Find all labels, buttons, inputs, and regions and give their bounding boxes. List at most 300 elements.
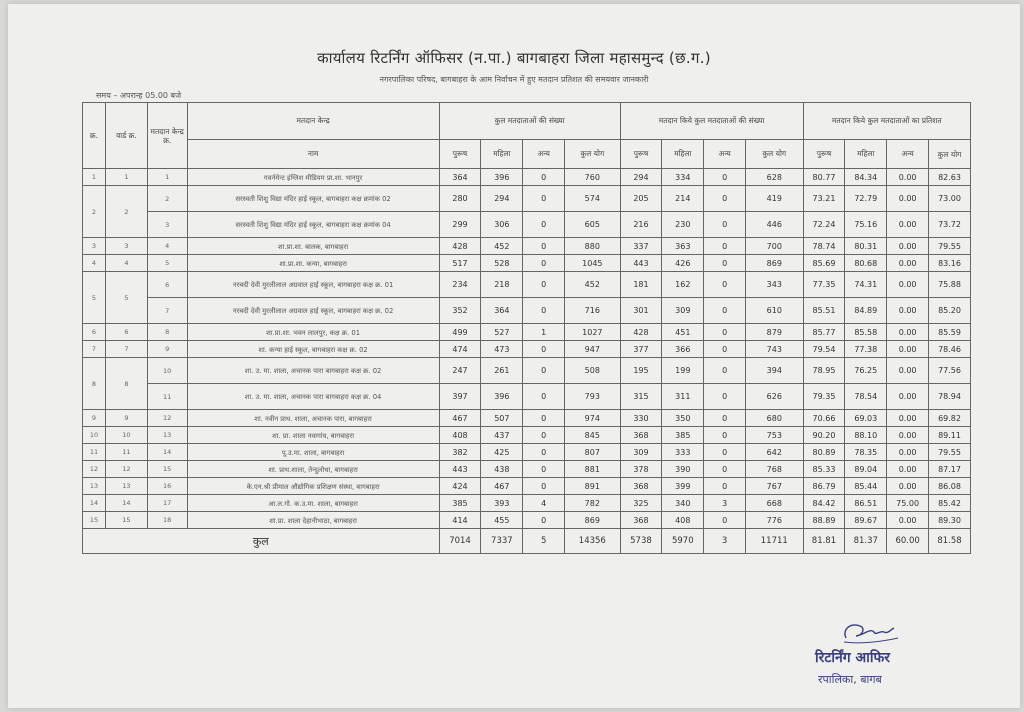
cell-value: 396 xyxy=(481,384,523,410)
cell-value: 473 xyxy=(481,341,523,358)
cell-value: 334 xyxy=(662,169,704,186)
cell-booth: 3 xyxy=(147,212,187,238)
cell-value: 306 xyxy=(481,212,523,238)
cell-value: 443 xyxy=(620,255,662,272)
table-row xyxy=(83,427,971,444)
cell-value: 0 xyxy=(523,255,565,272)
cell-value: 74.31 xyxy=(845,272,887,298)
cell-center-name: शा.प्रा.शा. कन्या, बागबाहरा xyxy=(187,255,439,272)
cell-value: 337 xyxy=(620,238,662,255)
cell-value: 218 xyxy=(481,272,523,298)
cell-value: 0 xyxy=(704,298,746,324)
cell-value: 394 xyxy=(746,358,804,384)
cell-value: 181 xyxy=(620,272,662,298)
cell-value: 768 xyxy=(746,461,804,478)
cell-value: 0 xyxy=(523,384,565,410)
signature-scribble xyxy=(840,618,900,646)
cell-value: 75.00 xyxy=(887,495,929,512)
cell-value: 947 xyxy=(565,341,620,358)
cell-value: 428 xyxy=(620,324,662,341)
cell-value: 0 xyxy=(523,212,565,238)
cell-value: 0 xyxy=(704,186,746,212)
cell-center-name: शा. प्रा. शाला नवागांव, बागबाहरा xyxy=(187,427,439,444)
cell-value: 452 xyxy=(481,238,523,255)
cell-value: 83.16 xyxy=(929,255,971,272)
cell-value: 0 xyxy=(704,478,746,495)
cell-value: 419 xyxy=(746,186,804,212)
cell-value: 0 xyxy=(704,255,746,272)
cell-sn: 3 xyxy=(83,238,106,255)
cell-sn: 4 xyxy=(83,255,106,272)
cell-value: 385 xyxy=(439,495,481,512)
cell-value: 0.00 xyxy=(887,272,929,298)
cell-booth: 1 xyxy=(147,169,187,186)
cell-sn: 12 xyxy=(83,461,106,478)
cell-value: 84.89 xyxy=(845,298,887,324)
table-row xyxy=(83,255,971,272)
cell-value: 78.54 xyxy=(845,384,887,410)
cell-sn: 2 xyxy=(83,186,106,238)
cell-value: 0 xyxy=(523,186,565,212)
cell-value: 437 xyxy=(481,427,523,444)
cell-value: 294 xyxy=(481,186,523,212)
cell-center-name: पू.उ.मा. शाला, बागबाहरा xyxy=(187,444,439,461)
cell-ward: 4 xyxy=(106,255,148,272)
cell-value: 446 xyxy=(746,212,804,238)
cell-value: 79.55 xyxy=(929,444,971,461)
cell-value: 72.24 xyxy=(803,212,845,238)
table-row xyxy=(83,186,971,212)
cell-value: 390 xyxy=(662,461,704,478)
table-row xyxy=(83,238,971,255)
cell-value: 0 xyxy=(523,298,565,324)
cell-value: 881 xyxy=(565,461,620,478)
cell-booth: 11 xyxy=(147,384,187,410)
cell-value: 368 xyxy=(620,478,662,495)
cell-value: 90.20 xyxy=(803,427,845,444)
cell-value: 301 xyxy=(620,298,662,324)
cell-value: 89.04 xyxy=(845,461,887,478)
cell-value: 716 xyxy=(565,298,620,324)
cell-value: 234 xyxy=(439,272,481,298)
total-cell: 14356 xyxy=(565,529,620,554)
signature-title: रिटर्निंग आफिर xyxy=(815,650,891,666)
cell-value: 0 xyxy=(704,461,746,478)
cell-booth: 16 xyxy=(147,478,187,495)
cell-value: 396 xyxy=(481,169,523,186)
cell-value: 0.00 xyxy=(887,444,929,461)
cell-value: 4 xyxy=(523,495,565,512)
total-cell: 11711 xyxy=(746,529,804,554)
cell-sn: 6 xyxy=(83,324,106,341)
cell-value: 85.33 xyxy=(803,461,845,478)
total-cell: 5970 xyxy=(662,529,704,554)
cell-ward: 14 xyxy=(106,495,148,512)
cell-ward: 13 xyxy=(106,478,148,495)
cell-value: 880 xyxy=(565,238,620,255)
header-total-pct: कुल योग xyxy=(929,140,971,169)
cell-value: 1027 xyxy=(565,324,620,341)
cell-value: 0 xyxy=(704,444,746,461)
cell-value: 399 xyxy=(662,478,704,495)
cell-value: 0 xyxy=(704,169,746,186)
header-other: अन्य xyxy=(523,140,565,169)
cell-value: 280 xyxy=(439,186,481,212)
cell-value: 869 xyxy=(565,512,620,529)
table-row xyxy=(83,358,971,384)
cell-value: 311 xyxy=(662,384,704,410)
cell-value: 0.00 xyxy=(887,212,929,238)
cell-value: 508 xyxy=(565,358,620,384)
cell-value: 793 xyxy=(565,384,620,410)
cell-value: 247 xyxy=(439,358,481,384)
table-row xyxy=(83,461,971,478)
cell-value: 385 xyxy=(662,427,704,444)
cell-booth: 8 xyxy=(147,324,187,341)
cell-value: 680 xyxy=(746,410,804,427)
total-cell: 60.00 xyxy=(887,529,929,554)
cell-value: 414 xyxy=(439,512,481,529)
cell-value: 891 xyxy=(565,478,620,495)
cell-value: 88.10 xyxy=(845,427,887,444)
cell-value: 86.79 xyxy=(803,478,845,495)
cell-value: 80.77 xyxy=(803,169,845,186)
cell-value: 451 xyxy=(662,324,704,341)
total-cell: 7014 xyxy=(439,529,481,554)
cell-value: 70.66 xyxy=(803,410,845,427)
cell-value: 474 xyxy=(439,341,481,358)
cell-value: 408 xyxy=(439,427,481,444)
total-row xyxy=(83,529,971,554)
cell-value: 368 xyxy=(620,512,662,529)
cell-value: 0 xyxy=(704,238,746,255)
cell-value: 77.35 xyxy=(803,272,845,298)
header-booth: मतदान केन्द्र क्र. xyxy=(147,103,187,169)
cell-value: 69.03 xyxy=(845,410,887,427)
cell-center-name: नरबदी देवी मुरलीलाल अग्रवाल हाई स्कूल, बागबाहरा कक्ष क्र. 01 xyxy=(187,272,439,298)
cell-value: 438 xyxy=(481,461,523,478)
header-other: अन्य xyxy=(887,140,929,169)
table-row xyxy=(83,495,971,512)
cell-value: 382 xyxy=(439,444,481,461)
cell-value: 0.00 xyxy=(887,324,929,341)
cell-value: 408 xyxy=(662,512,704,529)
cell-value: 352 xyxy=(439,298,481,324)
table-row xyxy=(83,272,971,298)
cell-value: 1045 xyxy=(565,255,620,272)
cell-value: 73.72 xyxy=(929,212,971,238)
header-center: मतदान केन्द्र xyxy=(187,103,439,140)
cell-value: 0 xyxy=(523,461,565,478)
cell-value: 309 xyxy=(620,444,662,461)
cell-center-name: शा. नवीन प्राथ. शाला, अचानक पारा, बागबाहरा xyxy=(187,410,439,427)
cell-value: 75.16 xyxy=(845,212,887,238)
header-female: महिला xyxy=(662,140,704,169)
cell-value: 72.79 xyxy=(845,186,887,212)
cell-value: 73.21 xyxy=(803,186,845,212)
cell-booth: 15 xyxy=(147,461,187,478)
cell-value: 424 xyxy=(439,478,481,495)
cell-value: 452 xyxy=(565,272,620,298)
cell-center-name: सरस्वती शिशु विद्या मंदिर हाई स्कूल, बागबाहरा कक्ष क्रमांक 04 xyxy=(187,212,439,238)
cell-value: 78.94 xyxy=(929,384,971,410)
header-sn: क्र. xyxy=(83,103,106,169)
cell-value: 0 xyxy=(704,512,746,529)
cell-value: 79.54 xyxy=(803,341,845,358)
header-male: पुरूष xyxy=(439,140,481,169)
table-row xyxy=(83,478,971,495)
cell-value: 0 xyxy=(704,427,746,444)
cell-sn: 13 xyxy=(83,478,106,495)
cell-value: 80.68 xyxy=(845,255,887,272)
header-sum: कुल योग xyxy=(746,140,804,169)
cell-value: 0 xyxy=(704,324,746,341)
cell-value: 700 xyxy=(746,238,804,255)
cell-value: 0 xyxy=(704,410,746,427)
cell-value: 261 xyxy=(481,358,523,384)
table-row xyxy=(83,324,971,341)
cell-center-name: आ.ल.गो. क.उ.मा. शाला, बागबाहरा xyxy=(187,495,439,512)
cell-value: 527 xyxy=(481,324,523,341)
cell-value: 89.67 xyxy=(845,512,887,529)
cell-ward: 1 xyxy=(106,169,148,186)
cell-ward: 2 xyxy=(106,186,148,238)
cell-value: 393 xyxy=(481,495,523,512)
cell-center-name: शा. उ. मा. शाला, अचानक पारा बागबाहरा कक्ष क्र. 04 xyxy=(187,384,439,410)
cell-value: 85.58 xyxy=(845,324,887,341)
cell-center-name: सरस्वती शिशु विद्या मंदिर हाई स्कूल, बागबाहरा कक्ष क्रमांक 02 xyxy=(187,186,439,212)
cell-value: 315 xyxy=(620,384,662,410)
total-cell: 5 xyxy=(523,529,565,554)
cell-value: 0 xyxy=(523,272,565,298)
cell-sn: 5 xyxy=(83,272,106,324)
header-total-voters: कुल मतदाताओं की संख्या xyxy=(439,103,620,140)
cell-value: 626 xyxy=(746,384,804,410)
cell-value: 0 xyxy=(704,212,746,238)
cell-center-name: शा.प्रा. शाला देहानीभाठा, बागबाहरा xyxy=(187,512,439,529)
cell-value: 507 xyxy=(481,410,523,427)
cell-value: 162 xyxy=(662,272,704,298)
total-cell: 5738 xyxy=(620,529,662,554)
cell-value: 0 xyxy=(523,358,565,384)
cell-value: 0.00 xyxy=(887,384,929,410)
table-row xyxy=(83,444,971,461)
cell-value: 364 xyxy=(439,169,481,186)
cell-value: 767 xyxy=(746,478,804,495)
cell-value: 366 xyxy=(662,341,704,358)
cell-value: 1 xyxy=(523,324,565,341)
cell-value: 0 xyxy=(523,169,565,186)
cell-center-name: शा.प्रा.शा. भवन लालपुर, कक्ष क्र. 01 xyxy=(187,324,439,341)
cell-value: 574 xyxy=(565,186,620,212)
total-cell: 81.81 xyxy=(803,529,845,554)
table-row xyxy=(83,512,971,529)
cell-value: 517 xyxy=(439,255,481,272)
cell-ward: 5 xyxy=(106,272,148,324)
cell-value: 294 xyxy=(620,169,662,186)
cell-value: 782 xyxy=(565,495,620,512)
cell-value: 86.51 xyxy=(845,495,887,512)
cell-center-name: शा. कन्या हाई स्कूल, बागबाहरा कक्ष क्र. 02 xyxy=(187,341,439,358)
turnout-table xyxy=(82,102,971,554)
table-row xyxy=(83,169,971,186)
cell-booth: 2 xyxy=(147,186,187,212)
cell-value: 86.08 xyxy=(929,478,971,495)
header-male: पुरूष xyxy=(803,140,845,169)
cell-value: 80.89 xyxy=(803,444,845,461)
table-body xyxy=(83,169,971,529)
cell-booth: 7 xyxy=(147,298,187,324)
cell-value: 199 xyxy=(662,358,704,384)
cell-ward: 8 xyxy=(106,358,148,410)
cell-value: 89.30 xyxy=(929,512,971,529)
total-cell: 81.37 xyxy=(845,529,887,554)
cell-value: 77.56 xyxy=(929,358,971,384)
cell-value: 0.00 xyxy=(887,169,929,186)
cell-value: 85.51 xyxy=(803,298,845,324)
header-name: नाम xyxy=(187,140,439,169)
cell-value: 330 xyxy=(620,410,662,427)
cell-ward: 11 xyxy=(106,444,148,461)
cell-booth: 12 xyxy=(147,410,187,427)
cell-value: 845 xyxy=(565,427,620,444)
cell-value: 350 xyxy=(662,410,704,427)
cell-value: 397 xyxy=(439,384,481,410)
cell-value: 3 xyxy=(704,495,746,512)
cell-sn: 15 xyxy=(83,512,106,529)
cell-value: 85.42 xyxy=(929,495,971,512)
cell-ward: 9 xyxy=(106,410,148,427)
cell-sn: 11 xyxy=(83,444,106,461)
cell-value: 0 xyxy=(523,512,565,529)
cell-ward: 10 xyxy=(106,427,148,444)
cell-value: 78.95 xyxy=(803,358,845,384)
cell-value: 0 xyxy=(704,358,746,384)
cell-value: 0 xyxy=(523,444,565,461)
cell-booth: 6 xyxy=(147,272,187,298)
cell-value: 0 xyxy=(523,478,565,495)
cell-value: 230 xyxy=(662,212,704,238)
cell-center-name: शा.प्रा.शा. बालक, बागबाहरा xyxy=(187,238,439,255)
cell-value: 0 xyxy=(704,341,746,358)
header-ward: वार्ड क्र. xyxy=(106,103,148,169)
header-percent: मतदान किये कुल मतदाताओं का प्रतिशत xyxy=(803,103,970,140)
cell-value: 87.17 xyxy=(929,461,971,478)
cell-value: 82.63 xyxy=(929,169,971,186)
cell-value: 340 xyxy=(662,495,704,512)
cell-value: 0.00 xyxy=(887,512,929,529)
cell-value: 455 xyxy=(481,512,523,529)
cell-value: 425 xyxy=(481,444,523,461)
table-row xyxy=(83,298,971,324)
time-label: समय – अपरान्ह 05.00 बजे xyxy=(96,91,182,100)
cell-value: 0 xyxy=(523,341,565,358)
cell-value: 0.00 xyxy=(887,478,929,495)
header-female: महिला xyxy=(845,140,887,169)
header-voted: मतदान किये कुल मतदाताओं की संख्या xyxy=(620,103,803,140)
header-male: पुरूष xyxy=(620,140,662,169)
cell-value: 528 xyxy=(481,255,523,272)
cell-center-name: शा. प्राथ.शाला, तेन्दुलोधा, बागबाहरा xyxy=(187,461,439,478)
cell-value: 869 xyxy=(746,255,804,272)
cell-value: 0.00 xyxy=(887,410,929,427)
cell-value: 760 xyxy=(565,169,620,186)
cell-value: 879 xyxy=(746,324,804,341)
cell-booth: 9 xyxy=(147,341,187,358)
cell-value: 0 xyxy=(704,272,746,298)
cell-value: 0.00 xyxy=(887,461,929,478)
cell-value: 85.44 xyxy=(845,478,887,495)
cell-value: 299 xyxy=(439,212,481,238)
cell-ward: 15 xyxy=(106,512,148,529)
cell-value: 88.89 xyxy=(803,512,845,529)
total-cell: 3 xyxy=(704,529,746,554)
page-subtitle: नगरपालिका परिषद, बागबाहरा के आम निर्वाचन में हुए मतदान प्रतिशत की समयवार जानकारी xyxy=(379,75,649,84)
signature-office: रपालिका, बागब xyxy=(818,673,882,686)
total-cell: 7337 xyxy=(481,529,523,554)
cell-booth: 17 xyxy=(147,495,187,512)
table-row xyxy=(83,212,971,238)
cell-value: 333 xyxy=(662,444,704,461)
cell-value: 216 xyxy=(620,212,662,238)
cell-value: 0.00 xyxy=(887,298,929,324)
cell-value: 610 xyxy=(746,298,804,324)
cell-value: 79.55 xyxy=(929,238,971,255)
cell-sn: 8 xyxy=(83,358,106,410)
cell-value: 776 xyxy=(746,512,804,529)
cell-value: 85.69 xyxy=(803,255,845,272)
cell-value: 80.31 xyxy=(845,238,887,255)
cell-value: 309 xyxy=(662,298,704,324)
header-other: अन्य xyxy=(704,140,746,169)
cell-value: 426 xyxy=(662,255,704,272)
cell-center-name: शा. उ. मा. शाला, अचानक पारा बागबाहरा कक्ष क्र. 02 xyxy=(187,358,439,384)
cell-booth: 4 xyxy=(147,238,187,255)
cell-sn: 9 xyxy=(83,410,106,427)
cell-value: 84.34 xyxy=(845,169,887,186)
cell-value: 78.74 xyxy=(803,238,845,255)
cell-value: 499 xyxy=(439,324,481,341)
cell-value: 0 xyxy=(523,427,565,444)
cell-value: 0.00 xyxy=(887,238,929,255)
cell-value: 668 xyxy=(746,495,804,512)
cell-ward: 3 xyxy=(106,238,148,255)
cell-value: 368 xyxy=(620,427,662,444)
cell-value: 89.11 xyxy=(929,427,971,444)
total-cell: 81.58 xyxy=(929,529,971,554)
header-female: महिला xyxy=(481,140,523,169)
cell-value: 807 xyxy=(565,444,620,461)
cell-booth: 14 xyxy=(147,444,187,461)
table-row xyxy=(83,341,971,358)
table-row xyxy=(83,410,971,427)
cell-value: 467 xyxy=(439,410,481,427)
cell-value: 428 xyxy=(439,238,481,255)
cell-value: 0.00 xyxy=(887,341,929,358)
table-row xyxy=(83,384,971,410)
cell-booth: 5 xyxy=(147,255,187,272)
cell-value: 0.00 xyxy=(887,358,929,384)
cell-value: 753 xyxy=(746,427,804,444)
cell-value: 363 xyxy=(662,238,704,255)
cell-booth: 10 xyxy=(147,358,187,384)
cell-value: 85.20 xyxy=(929,298,971,324)
cell-value: 642 xyxy=(746,444,804,461)
cell-booth: 18 xyxy=(147,512,187,529)
cell-value: 214 xyxy=(662,186,704,212)
cell-value: 73.00 xyxy=(929,186,971,212)
cell-value: 325 xyxy=(620,495,662,512)
